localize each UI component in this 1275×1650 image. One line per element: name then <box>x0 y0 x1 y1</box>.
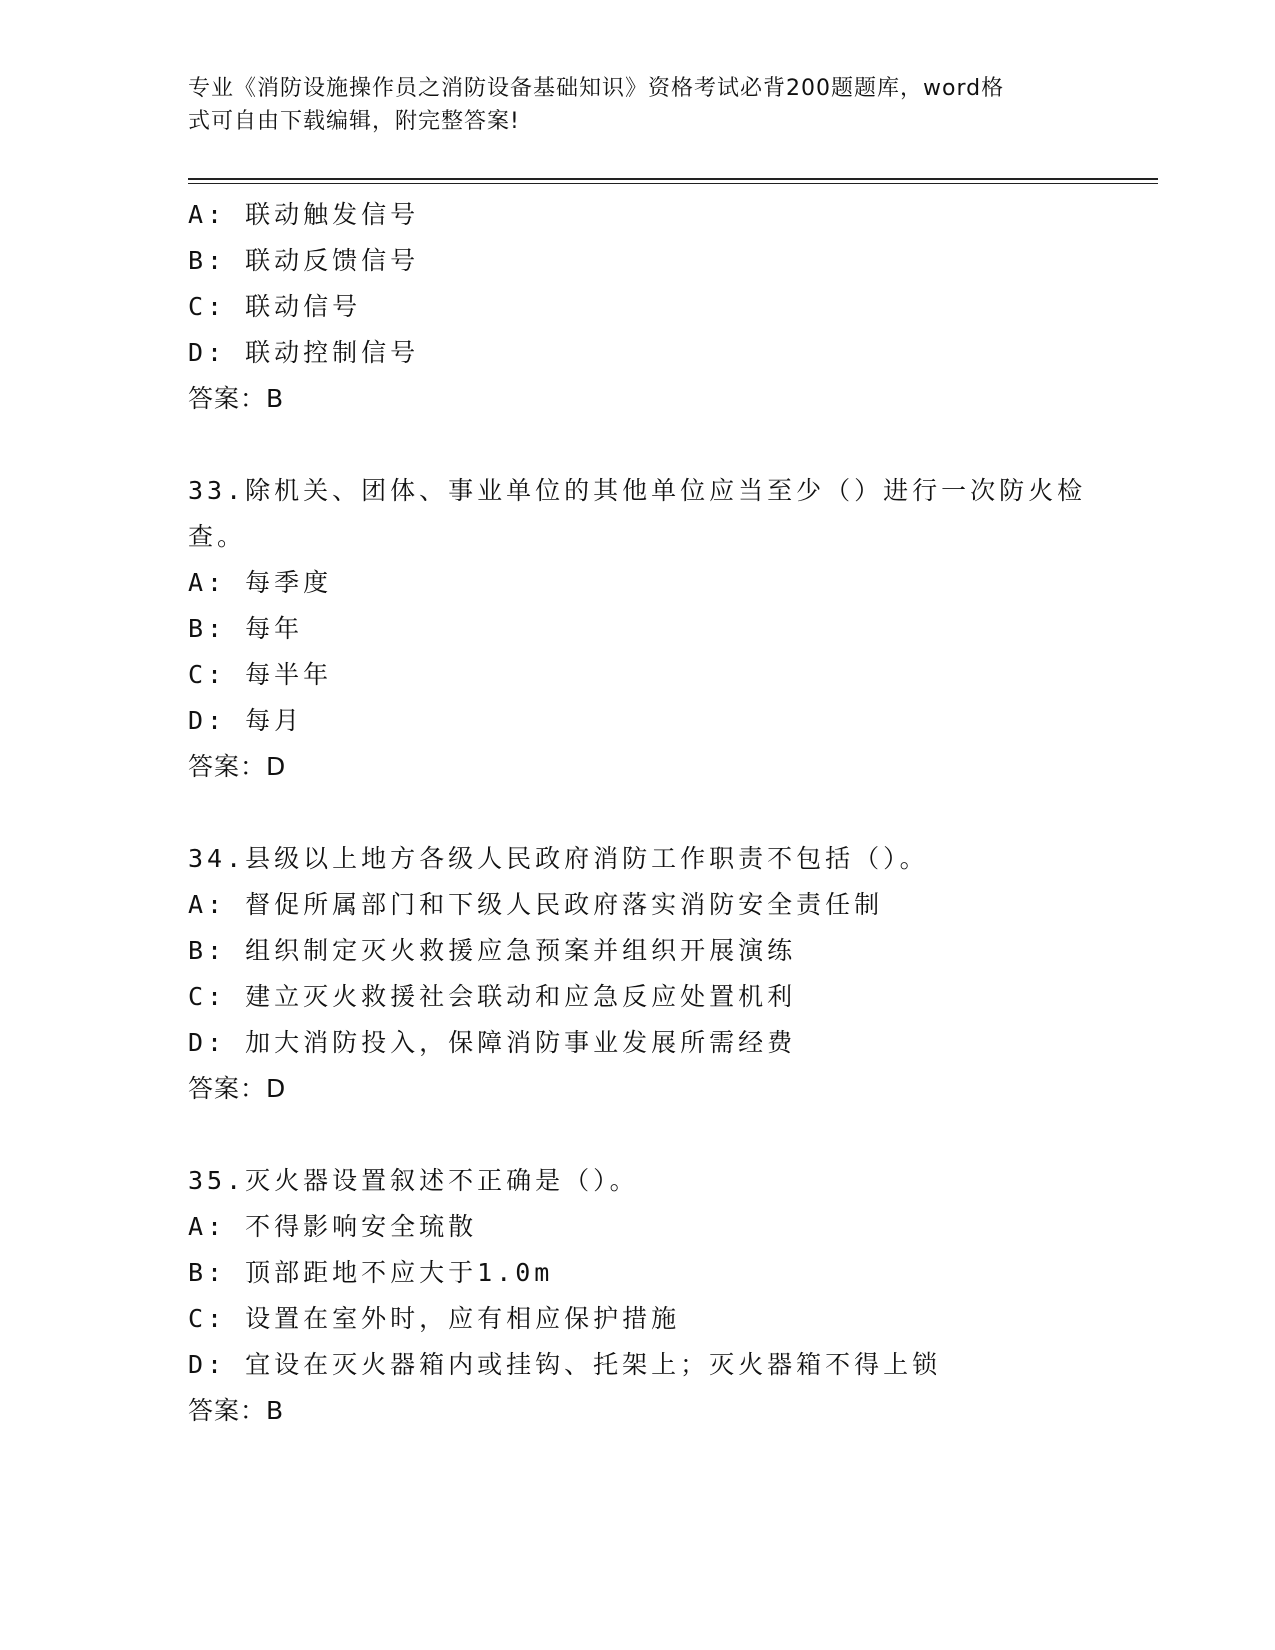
header-line-2: 式可自由下载编辑，附完整答案! <box>188 109 520 134</box>
option-b: B: 组织制定灭火救援应急预案并组织开展演练 <box>188 936 797 965</box>
option-d: D: 每月 <box>188 706 304 735</box>
spacer <box>188 1112 1088 1158</box>
document-header <box>188 72 1078 138</box>
header-divider-thick <box>188 178 1158 180</box>
option-a: A: 联动触发信号 <box>188 200 420 229</box>
answer-line: 答案：D <box>188 1074 287 1103</box>
option-d: D: 联动控制信号 <box>188 338 420 367</box>
question-text: 34.县级以上地方各级人民政府消防工作职责不包括（）。 <box>188 844 929 873</box>
option-b: B: 联动反馈信号 <box>188 246 420 275</box>
spacer <box>188 790 1088 836</box>
option-b: B: 顶部距地不应大于1.0m <box>188 1258 554 1287</box>
question-list <box>188 192 1088 1434</box>
option-a: A: 不得影响安全琉散 <box>188 1212 478 1241</box>
header-line-1: 专业《消防设施操作员之消防设备基础知识》资格考试必背200题题库，word格 <box>188 76 1005 101</box>
question-text: 35.灭火器设置叙述不正确是（）。 <box>188 1166 639 1195</box>
spacer <box>188 422 1088 468</box>
question-block-32 <box>188 192 1088 422</box>
option-c: C: 联动信号 <box>188 292 362 321</box>
option-a: A: 每季度 <box>188 568 333 597</box>
option-c: C: 建立灭火救援社会联动和应急反应处置机利 <box>188 982 797 1011</box>
header-divider-thin <box>188 183 1158 184</box>
option-b: B: 每年 <box>188 614 304 643</box>
answer-line: 答案：B <box>188 1396 285 1425</box>
option-d: D: 加大消防投入，保障消防事业发展所需经费 <box>188 1028 797 1057</box>
option-c: C: 每半年 <box>188 660 333 689</box>
question-block-35 <box>188 1158 1088 1434</box>
answer-line: 答案：B <box>188 384 285 413</box>
option-d: D: 宜设在灭火器箱内或挂钩、托架上；灭火器箱不得上锁 <box>188 1350 942 1379</box>
question-block-34 <box>188 836 1088 1112</box>
question-block-33 <box>188 468 1088 790</box>
question-text: 33.除机关、团体、事业单位的其他单位应当至少（）进行一次防火检查。 <box>188 476 1087 551</box>
option-a: A: 督促所属部门和下级人民政府落实消防安全责任制 <box>188 890 884 919</box>
option-c: C: 设置在室外时，应有相应保护措施 <box>188 1304 681 1333</box>
answer-line: 答案：D <box>188 752 287 781</box>
